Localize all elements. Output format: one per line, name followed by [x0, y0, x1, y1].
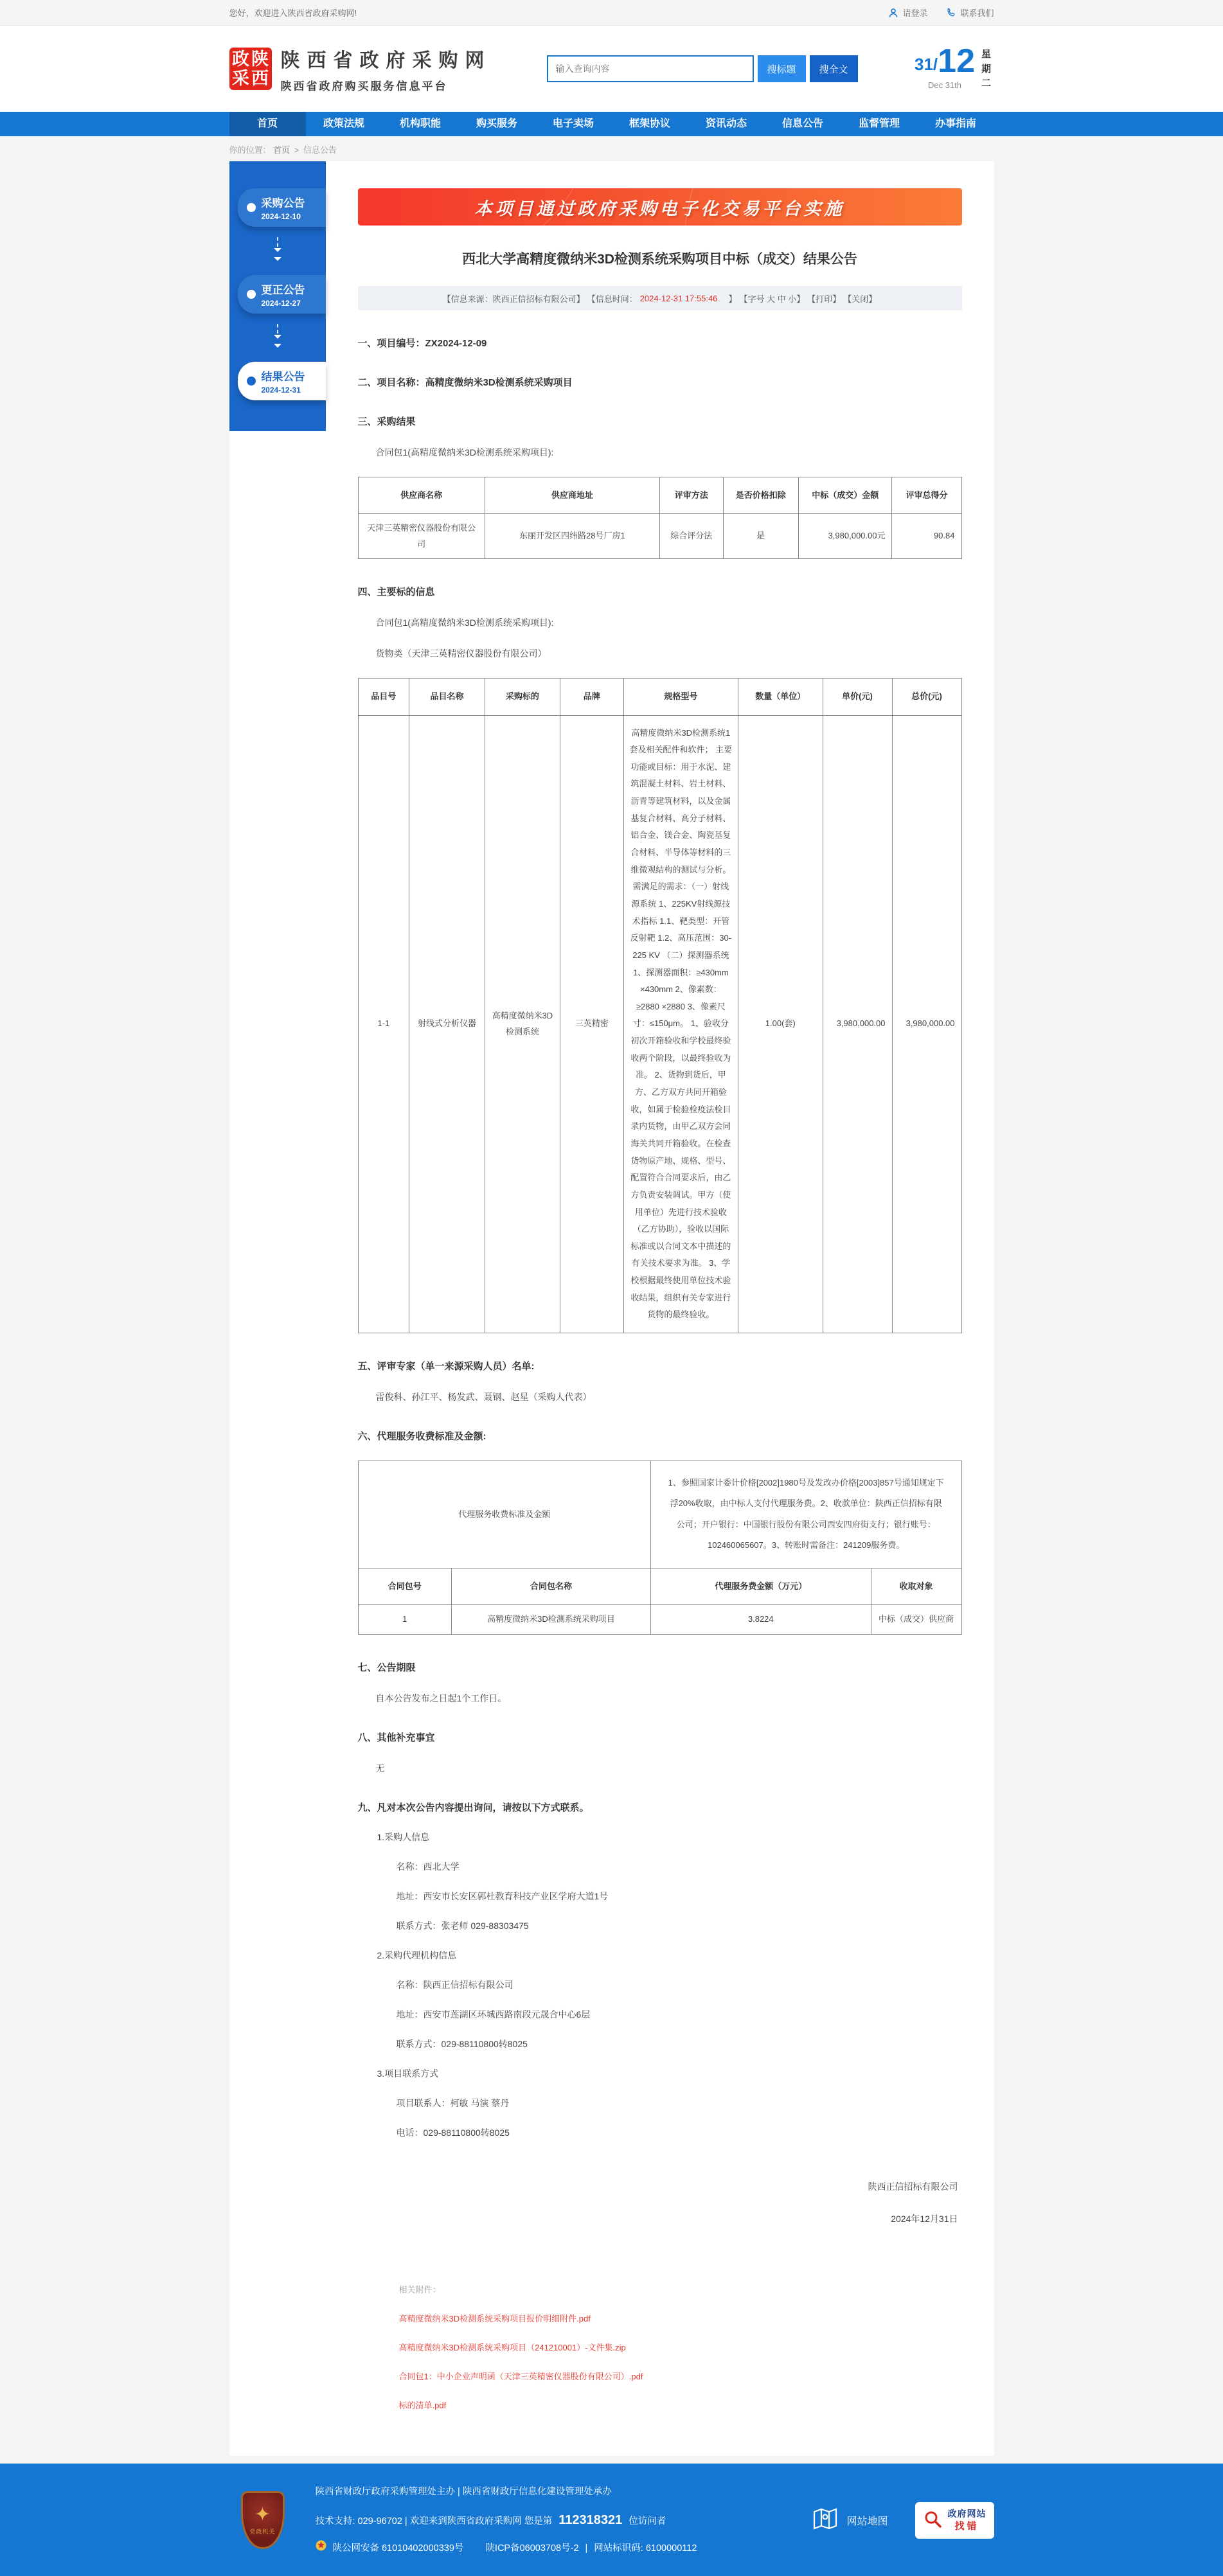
public-security-registration-link[interactable]: 陕公网安备 61010402000339号 [332, 2543, 464, 2554]
police-badge-icon [316, 2537, 326, 2561]
info-source: 【信息来源：陕西正信招标有限公司】 [442, 294, 585, 304]
table-cell: 3,980,000.00元 [798, 514, 892, 559]
purchaser-heading: 1.采购人信息 [377, 1831, 430, 1842]
down-arrow-icon [229, 227, 326, 275]
footer-visitor-prefix: 技术支持: 029-96702 | 欢迎来到陕西省政府采购网 您是第 [315, 2516, 553, 2527]
table-cell: 三英精密 [560, 715, 624, 1333]
main-nav [0, 112, 1223, 136]
breadcrumb-current: 信息公告 [303, 145, 337, 155]
logo-char: 西 [251, 68, 269, 88]
timeline-item-correction-notice[interactable] [238, 275, 326, 314]
column-header: 评审总得分 [892, 477, 961, 514]
contact-label: 联系我们 [960, 8, 994, 18]
footer-visitor-suffix: 位访问者 [629, 2516, 666, 2527]
announcement-content [326, 161, 994, 2456]
logo-char: 政 [232, 49, 249, 69]
nav-item-purchase-services[interactable]: 购买服务 [476, 118, 517, 129]
table-cell: 天津三英精密仪器股份有限公司 [358, 514, 485, 559]
login-label: 请登录 [902, 8, 928, 18]
spec-cell: 高精度微纳米3D检测系统1套及相关配件和软件； 主要功能或目标：用于水泥、建筑混凝土材料、岩土材料、沥青等建筑材料，以及金属基复合材料、高分子材料、铝合金、镁合金、陶瓷基复合材料、半导体等材料的三维微观结构的测试与分析。 需满足的需求：（一）射线源系统 1、225KV射线源技术指标 1.1、靶类型：开管反射靶 1.2、高压范围：30-225 KV （二）探测器系统 1、探测器面积：≥430mm ×430mm 2、像素数：≥2880 ×2880 3、像素尺寸：≤150μm。 1、验收分初次开箱验收和学校最终验收两个阶段，以最终验收为准。 2、货物到货后，甲方、乙方双方共同开箱验收，如属于检验检疫法检目录内货物，由甲乙双方会同海关共同开箱验收。在检查货物原产地、规格、型号、配置符合合同要求后，由乙方负责安装调试。甲方（使用单位）先进行技术验收（乙方协助），验收以国际标准或以合同文本中描述的有关技术要求为准。 3、学校根据最终使用单位技术验收结果，组织有关专家进行货物的最终验收。 [623, 715, 738, 1333]
column-header: 总价(元) [892, 679, 961, 715]
section-4-package: 合同包1(高精度微纳米3D检测系统采购项目): [375, 617, 554, 628]
search-title-button[interactable]: 搜标题 [758, 55, 806, 82]
footer-registration-line [316, 2537, 697, 2561]
timeline-label: 采购公告 [261, 197, 305, 209]
purchaser-address: 地址：西安市长安区郭杜教育科技产业区学府大道1号 [396, 1890, 609, 1901]
column-header: 品牌 [560, 679, 624, 715]
logo-char: 采 [232, 68, 249, 88]
section-2-project-name: 二、项目名称：高精度微纳米3D检测系统采购项目 [357, 377, 573, 388]
search-input[interactable] [547, 55, 754, 82]
timeline-block [229, 161, 326, 431]
timeline-sidebar [229, 161, 326, 2456]
nav-item-emarket[interactable]: 电子卖场 [552, 118, 594, 129]
sitemap-label: 网站地图 [846, 2516, 888, 2527]
column-header: 中标（成交）金额 [798, 477, 892, 514]
print-button[interactable]: 【打印】 [807, 294, 841, 304]
column-header: 数量（单位） [738, 679, 823, 715]
logo-char: 陕 [251, 49, 269, 69]
emblem-label: 党政机关 [249, 2528, 276, 2535]
timeline-label: 更正公告 [261, 284, 305, 296]
column-header: 规格型号 [623, 679, 738, 715]
search-bar [547, 55, 858, 82]
nav-item-home[interactable]: 首页 [229, 112, 306, 136]
font-size-control[interactable]: 【字号 大 中 小】 [739, 294, 805, 304]
badge-bottom-label: 找错 [954, 2520, 979, 2532]
table-header-row [358, 477, 961, 514]
signature-block [358, 2180, 962, 2225]
column-header: 收取对象 [871, 1568, 961, 1604]
agency-fee-label: 代理服务收费标准及金额 [358, 1461, 650, 1568]
table-cell: 3.8224 [650, 1605, 871, 1635]
nav-item-news[interactable]: 资讯动态 [705, 118, 747, 129]
timeline-date: 2024-12-31 [261, 386, 301, 395]
purchaser-contact: 联系方式：张老师 029-88303475 [396, 1920, 529, 1931]
nav-item-framework[interactable]: 框架协议 [629, 118, 670, 129]
section-7-text: 自本公告发布之日起1个工作日。 [375, 1692, 507, 1703]
footer-visitor-line [316, 2504, 697, 2537]
attachment-link[interactable]: 标的清单.pdf [398, 2400, 447, 2410]
column-header: 品目号 [358, 679, 409, 715]
date-weekday: 星期二 [981, 49, 992, 89]
column-header: 单价(元) [823, 679, 892, 715]
table-cell: 高精度微纳米3D检测系统 [485, 715, 560, 1333]
table-row [358, 514, 961, 559]
sitemap-link[interactable] [812, 2505, 888, 2536]
date-english: Dec 31th [927, 80, 962, 91]
project-contact-phone: 电话：029-88110800转8025 [396, 2127, 510, 2138]
table-cell: 是 [723, 514, 798, 559]
info-time-close: 】 [720, 294, 737, 304]
site-title: 陕西省政府采购网 [280, 50, 492, 71]
table-cell: 3,980,000.00 [823, 715, 892, 1333]
footer-organizer-line: 陕西省财政厅政府采购管理处主办 | 陕西省财政厅信息化建设管理处承办 [315, 2486, 612, 2497]
site-error-report-badge[interactable] [915, 2502, 994, 2539]
table-cell: 1-1 [358, 715, 409, 1333]
timeline-item-procurement-notice[interactable] [238, 188, 326, 227]
column-header: 供应商名称 [358, 477, 485, 514]
agency-address: 地址：西安市莲湖区环城西路南段元晟合中心6层 [396, 2009, 591, 2020]
table-cell: 中标（成交）供应商 [871, 1605, 961, 1635]
breadcrumb-separator: > [294, 145, 299, 155]
nav-item-supervision[interactable]: 监督管理 [858, 118, 900, 129]
page-title: 西北大学高精度微纳米3D检测系统采购项目中标（成交）结果公告 [462, 252, 857, 267]
user-icon [888, 8, 898, 18]
nav-item-functions[interactable]: 机构职能 [399, 118, 441, 129]
footer-separator: | [585, 2543, 588, 2554]
main-panel [229, 161, 994, 2456]
timeline-dot [247, 203, 256, 212]
nav-item-guide[interactable]: 办事指南 [934, 118, 976, 129]
breadcrumb [229, 136, 994, 161]
info-time-label: 【信息时间： [587, 294, 638, 304]
column-header: 采购标的 [485, 679, 560, 715]
agency-name: 名称：陕西正信招标有限公司 [396, 1979, 513, 1990]
timeline-date: 2024-12-10 [261, 212, 301, 221]
table-cell: 90.84 [892, 514, 961, 559]
icp-registration-link[interactable]: 陕ICP备06003708号-2 [485, 2543, 579, 2554]
agency-heading: 2.采购代理机构信息 [377, 1950, 457, 1960]
attachment-link[interactable]: 高精度微纳米3D检测系统采购项目报价明细附件.pdf [398, 2313, 591, 2323]
section-5-experts: 雷俊科、孙江平、杨发武、聂钢、赵星（采购人代表） [375, 1391, 592, 1402]
timeline-dot [247, 290, 256, 299]
nav-item-policies[interactable]: 政策法规 [323, 118, 364, 129]
date-month: 12 [938, 42, 975, 80]
section-1-project-number: 一、项目编号：ZX2024-12-09 [357, 338, 487, 349]
map-icon [812, 2505, 839, 2536]
table-header-row [358, 1568, 961, 1604]
attachment-link[interactable]: 高精度微纳米3D检测系统采购项目（241210001）-文件集.zip [398, 2342, 626, 2352]
section-6-heading: 六、代理服务收费标准及金额: [357, 1430, 487, 1442]
column-header: 合同包名称 [452, 1568, 651, 1604]
attachments-label: 相关附件： [398, 2284, 441, 2295]
government-emblem [241, 2491, 285, 2549]
section-9-heading: 九、凡对本次公告内容提出询问，请按以下方式联系。 [357, 1802, 589, 1813]
close-button[interactable]: 【关闭】 [843, 294, 877, 304]
section-8-text: 无 [375, 1763, 385, 1773]
signature-company: 陕西正信招标有限公司 [868, 2181, 958, 2192]
visitor-count: 112318321 [558, 2512, 623, 2527]
breadcrumb-prefix: 你的位置： [229, 145, 271, 155]
table-cell: 东丽开发区四纬路28号厂房1 [485, 514, 659, 559]
subject-table [358, 678, 962, 1333]
contact-link[interactable] [947, 6, 994, 19]
site-identification-code: 网站标识码: 6100000112 [594, 2543, 697, 2554]
brand [229, 44, 492, 93]
section-4-category: 货物类（天津三英精密仪器股份有限公司） [375, 648, 547, 659]
column-header: 合同包号 [358, 1568, 452, 1604]
down-arrow-icon [229, 314, 326, 362]
section-4-heading: 四、主要标的信息 [357, 587, 435, 598]
topbar [0, 0, 1223, 26]
table-cell: 高精度微纳米3D检测系统采购项目 [452, 1605, 651, 1635]
badge-top-label: 政府网站 [947, 2508, 986, 2519]
date-day: 31/ [915, 55, 938, 75]
emblem-icon: ✦ [254, 2503, 271, 2525]
table-cell: 3,980,000.00 [892, 715, 961, 1333]
attachments-section [399, 2283, 962, 2411]
attachment-link[interactable]: 合同包1：中小企业声明函（天津三英精密仪器股份有限公司）.pdf [398, 2371, 643, 2381]
table-row [358, 1461, 961, 1568]
welcome-text: 您好，欢迎进入陕西省政府采购网! [229, 8, 357, 18]
result-table [358, 477, 962, 559]
magnifier-icon [923, 2509, 942, 2532]
footer-right [812, 2502, 994, 2539]
column-header: 供应商地址 [485, 477, 659, 514]
timeline-date: 2024-12-27 [261, 299, 301, 308]
agency-table [358, 1461, 962, 1635]
purchaser-name: 名称：西北大学 [396, 1861, 460, 1872]
column-header: 评审方法 [659, 477, 723, 514]
timeline-label: 结果公告 [261, 371, 305, 383]
meta-bar [358, 286, 962, 310]
site-footer [0, 2464, 1223, 2576]
table-cell: 射线式分析仪器 [409, 715, 485, 1333]
table-cell: 1 [358, 1605, 452, 1635]
column-header: 品目名称 [409, 679, 485, 715]
info-time-value: 2024-12-31 17:55:46 [639, 293, 718, 303]
footer-text [316, 2480, 697, 2561]
table-cell: 综合评分法 [659, 514, 723, 559]
platform-banner: 本项目通过政府采购电子化交易平台实施 [358, 188, 962, 226]
site-header [0, 26, 1223, 112]
section-5-heading: 五、评审专家（单一来源采购人员）名单: [357, 1360, 535, 1372]
project-contact-heading: 3.项目联系方式 [377, 2068, 439, 2079]
section-3-package: 合同包1(高精度微纳米3D检测系统采购项目): [375, 447, 554, 457]
column-header: 代理服务费金额（万元） [650, 1568, 871, 1604]
column-header: 是否价格扣除 [723, 477, 798, 514]
date-widget [915, 42, 994, 91]
breadcrumb-home-link[interactable]: 首页 [273, 145, 290, 155]
agency-fee-description: 1、参照国家计委计价格[2002]1980号及发改办价格[2003]857号通知规定下浮20%收取，由中标人支付代理服务费。2、收款单位：陕西正信招标有限公司；开户银行：中国银行股份有限公司西安四府街支行；银行账号：102460065607。3、转账时需备注：241209服务费。 [650, 1461, 961, 1568]
agency-contact: 联系方式：029-88110800转8025 [396, 2038, 528, 2049]
timeline-dot [247, 377, 256, 386]
project-contact-person: 项目联系人：柯敏 马演 蔡丹 [396, 2097, 510, 2108]
table-row [358, 715, 961, 1333]
table-cell: 1.00(套) [738, 715, 823, 1333]
phone-icon [947, 8, 956, 17]
site-subtitle: 陕西省政府购买服务信息平台 [280, 80, 448, 93]
section-7-heading: 七、公告期限 [357, 1662, 416, 1673]
table-header-row [358, 679, 961, 715]
login-link[interactable] [888, 6, 927, 19]
timeline-item-result-notice[interactable] [238, 362, 326, 400]
table-row [358, 1605, 961, 1635]
search-fulltext-button[interactable]: 搜全文 [810, 55, 858, 82]
nav-item-announcements[interactable]: 信息公告 [781, 118, 823, 129]
site-logo-seal [229, 48, 272, 90]
section-8-heading: 八、其他补充事宜 [357, 1732, 435, 1743]
signature-date: 2024年12月31日 [891, 2213, 958, 2224]
section-3-heading: 三、采购结果 [357, 416, 416, 427]
